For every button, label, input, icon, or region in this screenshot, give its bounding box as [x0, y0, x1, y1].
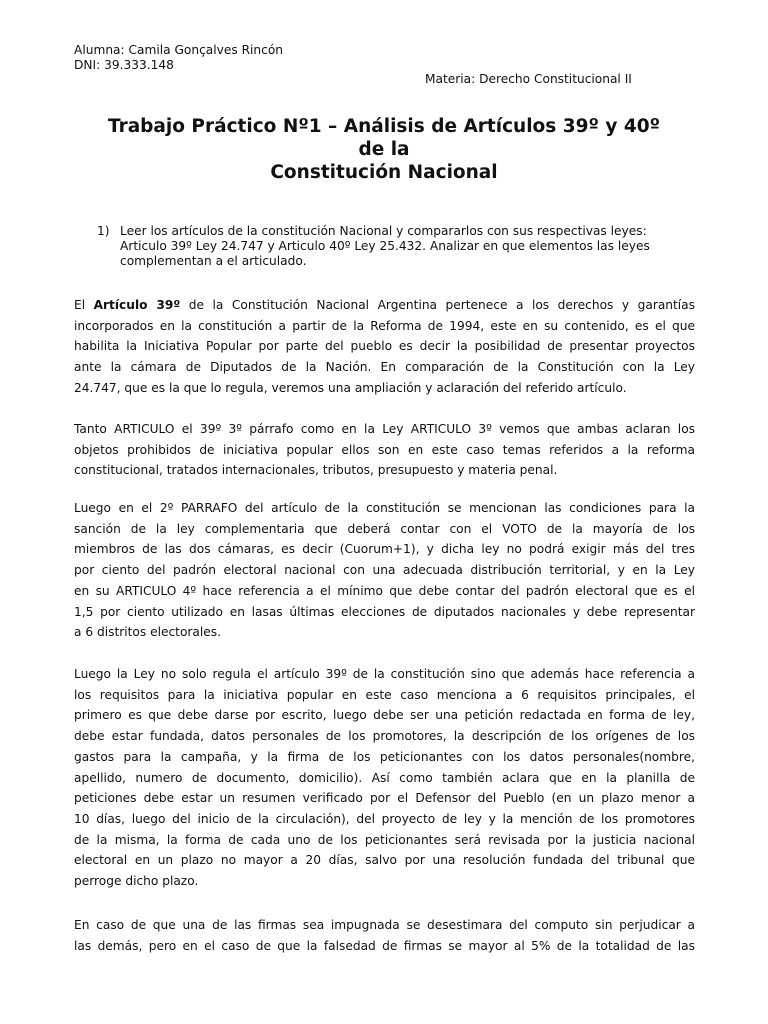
- paragraph-line: primero es que debe darse por escrito, luego debe ser una petición redactada en forma de ley,: [74, 708, 695, 723]
- paragraph-line: [74, 295, 695, 316]
- task-line-1: Leer los artículos de la constitución Nacional y compararlos con sus respectivas leyes:: [120, 224, 647, 238]
- paragraph-line: Luego la Ley no solo regula el artículo 39º de la constitución sino que además hace referencia a: [74, 667, 695, 681]
- paragraph-line: 24.747, que es la que lo regula, veremos una ampliación y aclaración del referido artículo.: [74, 380, 627, 395]
- paragraph-line: objetos prohibidos de iniciativa popular ellos son en este caso temas referidos a la reforma: [74, 442, 695, 457]
- paragraph-line: electoral en un plazo no mayor a 20 días, salvo por una resolución fundada del tribunal que: [74, 853, 695, 868]
- paragraph-text: de la Constitución Nacional Argentina pertenece a los derechos y garantías: [180, 298, 696, 312]
- paragraph-line: gastos para la campaña, y la firma de los peticionantes con los datos personales(nombre,: [74, 749, 695, 764]
- paragraph-second-clause: [74, 498, 695, 643]
- paragraph-line: debe estar fundada, datos personales de los promotores, la descripción de los orígenes de los: [74, 729, 695, 744]
- paragraph-line: ante la cámara de Diputados de la Nación. En comparación de la Constitución con la Ley: [74, 360, 695, 375]
- paragraph-line: las demás, pero en el caso de que la falsedad de firmas se mayor al 5% de la totalidad de las: [74, 938, 695, 953]
- paragraph-line: de la misma, la forma de cada uno de los peticionantes será revisada por la justicia nacional: [74, 832, 695, 847]
- student-name: Alumna: Camila Gonçalves Rincón: [74, 43, 284, 57]
- task-number: 1): [97, 224, 110, 238]
- paragraph-line: los requisitos para la iniciativa popular en este caso menciona a 6 requisitos principales, el: [74, 687, 695, 702]
- task-line-2: Articulo 39º Ley 24.747 y Articulo 40º Ley 25.432. Analizar en que elementos las leyes: [120, 239, 650, 253]
- paragraph-signatures: [74, 915, 695, 956]
- paragraph-prohibited-subjects: [74, 419, 695, 481]
- bold-term: Artículo 39º: [93, 298, 181, 312]
- subject-name: Materia: Derecho Constitucional II: [425, 72, 632, 86]
- paragraph-line: Luego en el 2º PARRAFO del artículo de la constitución se mencionan las condiciones para la: [74, 501, 695, 515]
- paragraph-article-39: [74, 295, 695, 399]
- paragraph-line: perroge dicho plazo.: [74, 874, 199, 889]
- paragraph-line: En caso de que una de las firmas sea impugnada se desestimara del computo sin perjudicar a: [74, 918, 695, 932]
- task-item: [97, 224, 697, 269]
- paragraph-line: incorporados en la constitución a partir de la Reforma de 1994, este en su contenido, es el que: [74, 318, 695, 333]
- paragraph-line: por ciento del padrón electoral nacional con una adecuada distribución territorial, y en la Ley: [74, 563, 695, 578]
- paragraph-line: habilita la Iniciativa Popular por parte del pueblo es decir la posibilidad de presentar proyectos: [74, 339, 695, 354]
- paragraph-line: constitucional, tratados internacionales, tributos, presupuesto y materia penal.: [74, 463, 558, 478]
- paragraph-line: sanción de la ley complementaria que deberá contar con el VOTO de la mayoría de los: [74, 521, 695, 536]
- paragraph-line: miembros de las dos cámaras, es decir (Cuorum+1), y dicha ley no podrá exigir más del tres: [74, 542, 695, 557]
- student-dni: DNI: 39.333.148: [74, 58, 174, 72]
- paragraph-text: El: [74, 298, 94, 312]
- paragraph-line: en su ARTICULO 4º hace referencia a el mínimo que debe contar del padrón electoral que es el: [74, 583, 695, 598]
- paragraph-line: a 6 distritos electorales.: [74, 625, 221, 640]
- paragraph-line: 1,5 por ciento utilizado en lasas últimas elecciones de diputados nacionales y debe representar: [74, 604, 695, 619]
- title-line-2: de la: [358, 139, 410, 160]
- title-line-1: Trabajo Práctico Nº1 – Análisis de Artículos 39º y 40º: [107, 116, 661, 137]
- title-line-3: Constitución Nacional: [270, 162, 498, 183]
- paragraph-requirements: [74, 664, 695, 892]
- document-title: [60, 115, 708, 184]
- task-line-3: complementan a el articulado.: [120, 254, 307, 268]
- paragraph-line: Tanto ARTICULO el 39º 3º párrafo como en la Ley ARTICULO 3º vemos que ambas aclaran los: [74, 422, 695, 436]
- paragraph-line: apellido, numero de documento, domicilio). Así como también aclara que en la planilla de: [74, 770, 695, 785]
- paragraph-line: 10 días, luego del inicio de la circulación), del proyecto de ley y la mención de los promotores: [74, 811, 695, 826]
- paragraph-line: peticiones debe estar un resumen verificado por el Defensor del Pueblo (en un plazo menor a: [74, 791, 695, 806]
